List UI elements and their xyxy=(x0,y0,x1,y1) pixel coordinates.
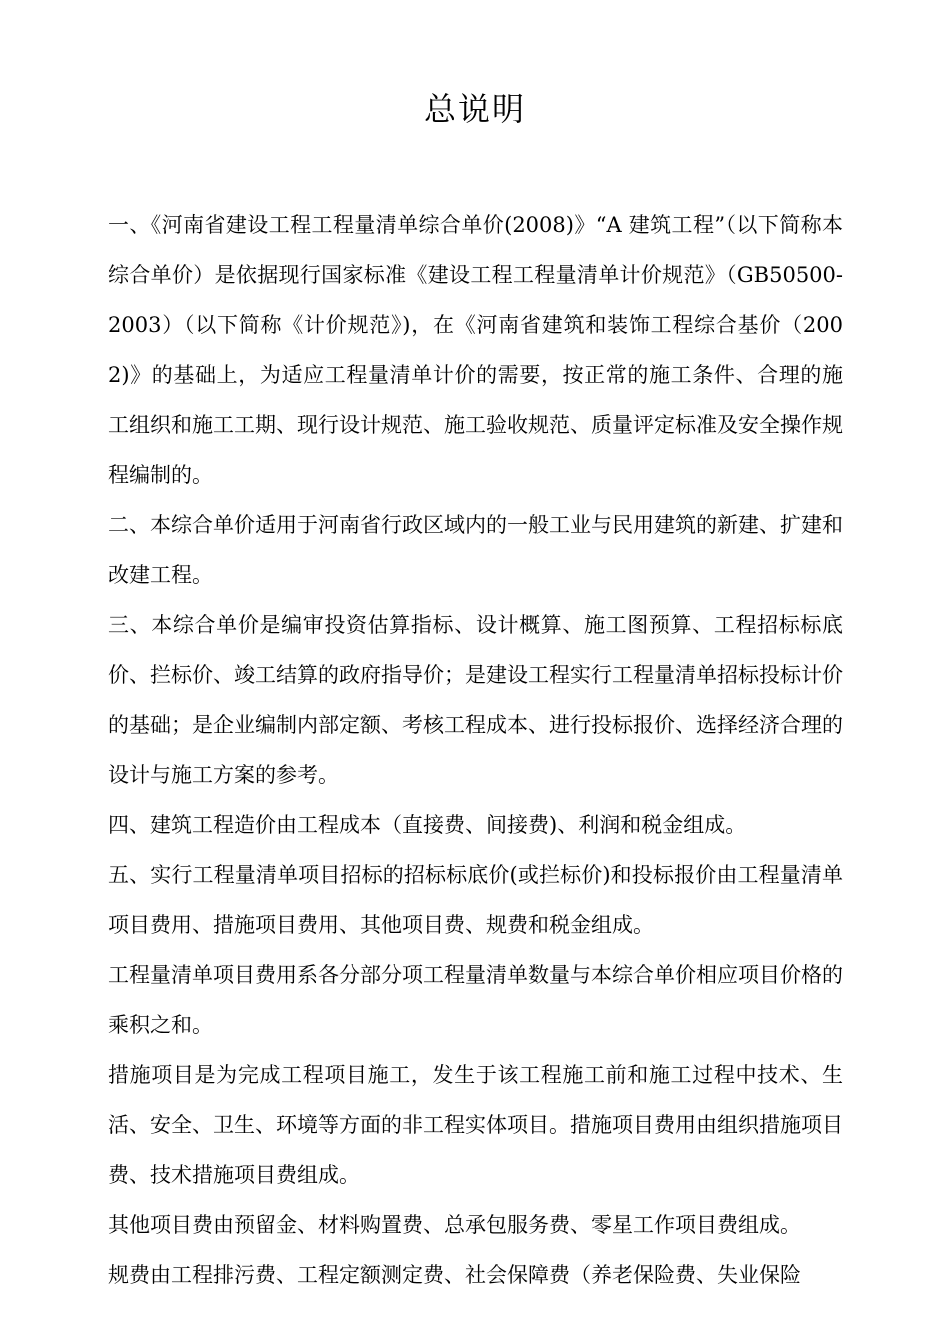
paragraph-6: 工程量清单项目费用系各分部分项工程量清单数量与本综合单价相应项目价格的乘积之和。 xyxy=(108,963,843,1037)
paragraph-7: 措施项目是为完成工程项目施工，发生于该工程施工前和施工过程中技术、生活、安全、卫生、环境等方面的非工程实体项目。措施项目费用由组织措施项目费、技术措施项目费组成。 xyxy=(108,1063,843,1187)
paragraph-8: 其他项目费由预留金、材料购置费、总承包服务费、零星工作项目费组成。 xyxy=(108,1213,801,1237)
document-body xyxy=(108,200,843,1300)
paragraph-9: 规费由工程排污费、工程定额测定费、社会保障费（养老保险费、失业保险 xyxy=(108,1263,801,1287)
paragraph-1: 一、《河南省建设工程工程量清单综合单价(2008)》“A 建筑工程”（以下简称本综合单价）是依据现行国家标准《建设工程工程量清单计价规范》（GB50500-2003）（以下简称《计价规范》)，在《河南省建筑和装饰工程综合基价（2002)》的基础上，为适应工程量清单计价的需要，按正常的施工条件、合理的施工组织和施工工期、现行设计规范、施工验收规范、质量评定标准及安全操作规程编制的。 xyxy=(108,213,843,487)
paragraph-5: 五、实行工程量清单项目招标的招标标底价(或拦标价)和投标报价由工程量清单项目费用、措施项目费用、其他项目费、规费和税金组成。 xyxy=(108,863,843,937)
paragraph-3: 三、本综合单价是编审投资估算指标、设计概算、施工图预算、工程招标标底价、拦标价、竣工结算的政府指导价；是建设工程实行工程量清单招标投标计价的基础；是企业编制内部定额、考核工程成本、进行投标报价、选择经济合理的设计与施工方案的参考。 xyxy=(108,613,843,787)
paragraph-2: 二、本综合单价适用于河南省行政区域内的一般工业与民用建筑的新建、扩建和改建工程。 xyxy=(108,513,843,587)
paragraph-4: 四、建筑工程造价由工程成本（直接费、间接费)、利润和税金组成。 xyxy=(108,813,747,837)
page-title: 总说明 xyxy=(423,90,526,128)
